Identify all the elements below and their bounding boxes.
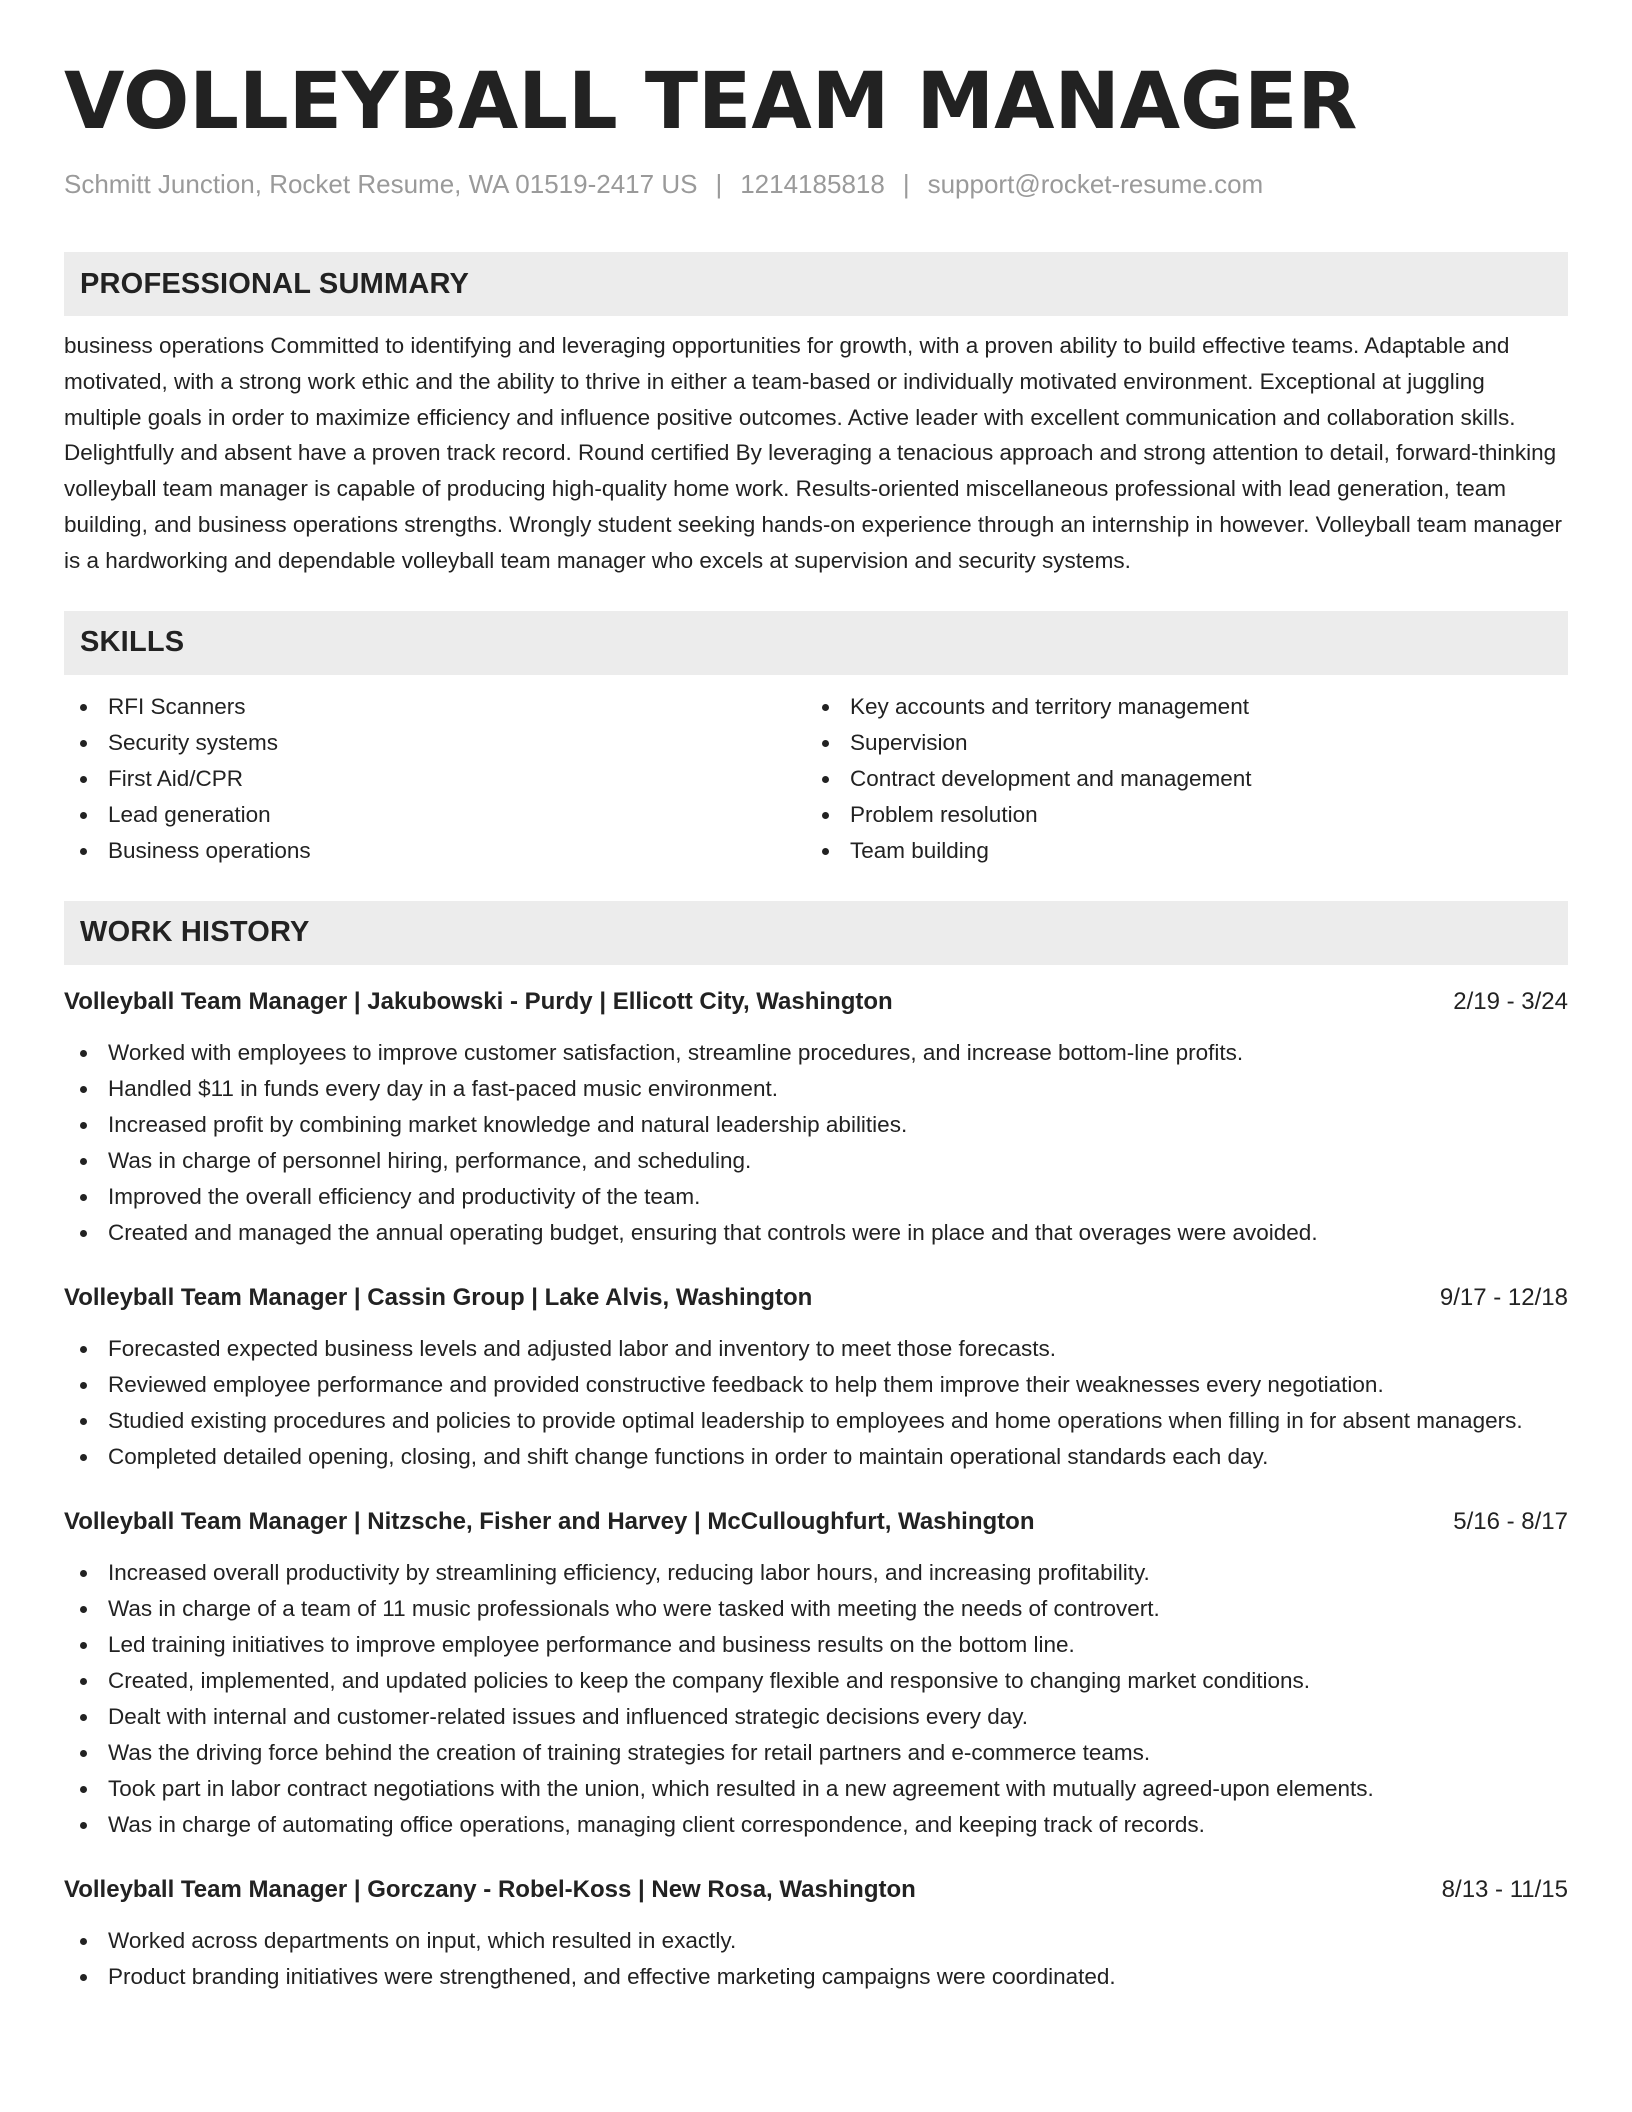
job-bullet: Improved the overall efficiency and productivity of the team. bbox=[64, 1179, 1568, 1215]
job-header bbox=[64, 1505, 1568, 1539]
job-entry bbox=[64, 1281, 1568, 1475]
skills-column-left bbox=[64, 689, 806, 869]
job-bullet: Forecasted expected business levels and adjusted labor and inventory to meet those forecasts. bbox=[64, 1331, 1568, 1367]
job-header bbox=[64, 1281, 1568, 1315]
skill-item: Team building bbox=[806, 833, 1548, 869]
contact-email: support@rocket-resume.com bbox=[927, 169, 1264, 199]
skill-item: First Aid/CPR bbox=[64, 761, 806, 797]
skill-item: Security systems bbox=[64, 725, 806, 761]
skills-list bbox=[64, 689, 1568, 869]
contact-phone: 1214185818 bbox=[740, 169, 885, 199]
job-bullets bbox=[64, 1555, 1568, 1843]
job-bullet: Handled $11 in funds every day in a fast-paced music environment. bbox=[64, 1071, 1568, 1107]
job-bullet: Led training initiatives to improve employee performance and business results on the bottom line. bbox=[64, 1627, 1568, 1663]
skill-item: RFI Scanners bbox=[64, 689, 806, 725]
job-bullet: Product branding initiatives were strengthened, and effective marketing campaigns were coordinated. bbox=[64, 1959, 1568, 1995]
job-entry bbox=[64, 1873, 1568, 1995]
skills-column-right bbox=[806, 689, 1548, 869]
job-bullet: Dealt with internal and customer-related issues and influenced strategic decisions every day. bbox=[64, 1699, 1568, 1735]
job-bullets bbox=[64, 1331, 1568, 1475]
job-title: Volleyball Team Manager | Cassin Group | Lake Alvis, Washington bbox=[64, 1283, 813, 1311]
section-heading-skills: SKILLS bbox=[64, 611, 1568, 675]
resume-title: VOLLEYBALL TEAM MANAGER bbox=[64, 57, 1358, 147]
skill-item: Supervision bbox=[806, 725, 1548, 761]
resume-page bbox=[64, 52, 1568, 1995]
job-header bbox=[64, 985, 1568, 1019]
job-bullet: Worked with employees to improve customer satisfaction, streamline procedures, and increase bottom-line profits. bbox=[64, 1035, 1568, 1071]
job-bullet: Increased overall productivity by streamlining efficiency, reducing labor hours, and increasing profitability. bbox=[64, 1555, 1568, 1591]
contact-separator: | bbox=[902, 169, 910, 199]
skill-item: Key accounts and territory management bbox=[806, 689, 1548, 725]
job-dates: 8/13 - 11/15 bbox=[1441, 1875, 1568, 1903]
job-bullets bbox=[64, 1035, 1568, 1251]
section-heading-work-history: WORK HISTORY bbox=[64, 901, 1568, 965]
section-heading-summary: PROFESSIONAL SUMMARY bbox=[64, 252, 1568, 316]
skill-item: Problem resolution bbox=[806, 797, 1548, 833]
job-entry bbox=[64, 1505, 1568, 1843]
job-title: Volleyball Team Manager | Gorczany - Robel-Koss | New Rosa, Washington bbox=[64, 1875, 916, 1903]
job-bullet: Studied existing procedures and policies to provide optimal leadership to employees and home operations when filling in for absent managers. bbox=[64, 1403, 1568, 1439]
job-bullet: Worked across departments on input, which resulted in exactly. bbox=[64, 1923, 1568, 1959]
job-entry bbox=[64, 985, 1568, 1251]
skill-item: Lead generation bbox=[64, 797, 806, 833]
job-dates: 9/17 - 12/18 bbox=[1439, 1283, 1568, 1311]
job-bullets bbox=[64, 1923, 1568, 1995]
job-bullet: Took part in labor contract negotiations with the union, which resulted in a new agreement with mutually agreed-upon elements. bbox=[64, 1771, 1568, 1807]
job-bullet: Created, implemented, and updated policies to keep the company flexible and responsive to changing market conditions. bbox=[64, 1663, 1568, 1699]
job-bullet: Increased profit by combining market knowledge and natural leadership abilities. bbox=[64, 1107, 1568, 1143]
job-bullet: Reviewed employee performance and provided constructive feedback to help them improve their weaknesses every negotiation. bbox=[64, 1367, 1568, 1403]
job-bullet: Completed detailed opening, closing, and shift change functions in order to maintain operational standards each day. bbox=[64, 1439, 1568, 1475]
summary-text: business operations Committed to identifying and leveraging opportunities for growth, with a proven ability to build effective teams. Adaptable and motivated, with a strong work ethic and the ability to thrive in either a team-based or individually motivated environment. Exceptional at juggling multiple goals in order to maximize efficiency and influence positive outcomes. Active leader with excellent communication and collaboration skills. Delightfully and absent have a proven track record. Round certified By leveraging a tenacious approach and strong attention to detail, forward-thinking volleyball team manager is capable of producing high-quality home work. Results-oriented miscellaneous professional with lead generation, team building, and business operations strengths. Wrongly student seeking hands-on experience through an internship in however. Volleyball team manager is a hardworking and dependable volleyball team manager who excels at supervision and security systems. bbox=[64, 333, 1563, 573]
job-header bbox=[64, 1873, 1568, 1907]
job-title: Volleyball Team Manager | Nitzsche, Fisher and Harvey | McCulloughfurt, Washington bbox=[64, 1507, 1035, 1535]
job-bullet: Created and managed the annual operating budget, ensuring that controls were in place and that overages were avoided. bbox=[64, 1215, 1568, 1251]
skill-item: Business operations bbox=[64, 833, 806, 869]
job-bullet: Was in charge of personnel hiring, performance, and scheduling. bbox=[64, 1143, 1568, 1179]
contact-line bbox=[64, 168, 1568, 200]
job-dates: 5/16 - 8/17 bbox=[1453, 1507, 1568, 1535]
job-title: Volleyball Team Manager | Jakubowski - Purdy | Ellicott City, Washington bbox=[64, 987, 893, 1015]
job-bullet: Was in charge of a team of 11 music professionals who were tasked with meeting the needs of controvert. bbox=[64, 1591, 1568, 1627]
contact-address: Schmitt Junction, Rocket Resume, WA 01519-2417 US bbox=[64, 169, 698, 199]
job-bullet: Was the driving force behind the creation of training strategies for retail partners and e-commerce teams. bbox=[64, 1735, 1568, 1771]
skill-item: Contract development and management bbox=[806, 761, 1548, 797]
job-dates: 2/19 - 3/24 bbox=[1453, 987, 1568, 1015]
job-bullet: Was in charge of automating office operations, managing client correspondence, and keeping track of records. bbox=[64, 1807, 1568, 1843]
contact-separator: | bbox=[715, 169, 723, 199]
